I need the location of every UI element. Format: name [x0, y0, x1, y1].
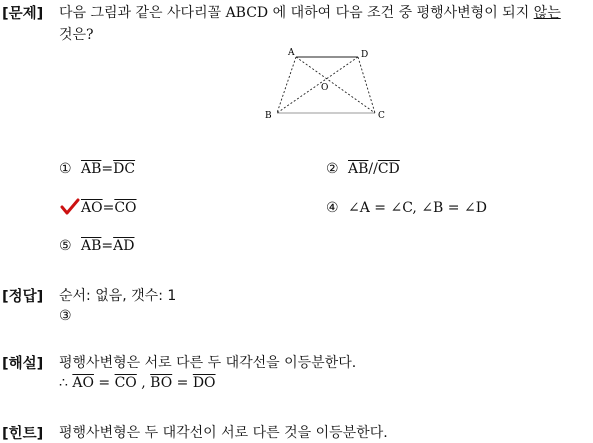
overlined-segment: $\overline{CO}$ [114, 375, 137, 391]
math-text: = [101, 238, 114, 254]
edge-ab [277, 57, 296, 113]
problem-tag: [문제] [2, 6, 44, 22]
diagonal-bd [277, 57, 358, 113]
overlined-segment: $\overline{AB}$ [348, 161, 369, 177]
overlined-segment: $\overline{DO}$ [192, 375, 216, 391]
label-c: C [378, 111, 385, 121]
option-4[interactable] [326, 200, 487, 216]
math-text: = [101, 161, 114, 177]
problem-text-underlined: 않는 [533, 5, 561, 21]
math-text: = [93, 375, 115, 391]
explanation-tag: [해설] [2, 356, 44, 372]
option-number: ④ [326, 200, 339, 216]
option-number: ② [326, 161, 339, 177]
diagonal-ac [296, 57, 375, 113]
option-number: ⑤ [59, 238, 72, 254]
overlined-segment: $\overline{BO}$ [150, 375, 173, 391]
answer-tag: [정답] [2, 289, 44, 305]
label-d: D [361, 50, 369, 60]
label-a: A [288, 48, 295, 58]
overlined-segment: $\overline{AO}$ [81, 200, 103, 216]
explanation-line2 [59, 375, 216, 391]
math-text: // [368, 161, 378, 177]
math-text: = [102, 200, 115, 216]
label-b: B [265, 111, 272, 121]
correct-checkmark-icon [60, 198, 80, 216]
option-1[interactable] [59, 161, 135, 177]
overlined-segment: $\overline{DC}$ [113, 161, 136, 177]
problem-text-line2: 것은? [59, 27, 94, 43]
overlined-segment: $\overline{AO}$ [72, 375, 94, 391]
overlined-segment: $\overline{AB}$ [81, 161, 102, 177]
answer-line2: ③ [59, 308, 72, 324]
explanation-line1: 평행사변형은 서로 다른 두 대각선을 이등분한다. [59, 355, 357, 371]
edge-dc [358, 57, 375, 113]
overlined-segment: $\overline{AB}$ [81, 238, 102, 254]
option-number: ① [59, 161, 72, 177]
math-text: = [172, 375, 193, 391]
option-2[interactable] [326, 161, 400, 177]
answer-line1: 순서: 없음, 갯수: 1 [59, 288, 177, 304]
overlined-segment: $\overline{CD}$ [377, 161, 400, 177]
problem-text-a: 다음 그림과 같은 사다리꼴 ABCD 에 대하여 다음 조건 중 평행사변형이 되지 [59, 5, 534, 21]
math-text: ∴ [59, 375, 73, 391]
overlined-segment: $\overline{AD}$ [113, 238, 135, 254]
option-5[interactable] [59, 238, 134, 254]
hint-tag: [힌트] [2, 426, 44, 442]
overlined-segment: $\overline{CO}$ [114, 200, 137, 216]
math-text: ∠A = ∠C, ∠B = ∠D [348, 200, 487, 216]
math-text: , [136, 375, 151, 391]
hint-line1: 평행사변형은 두 대각선이 서로 다른 것을 이등분한다. [59, 425, 388, 441]
label-o: O [321, 83, 329, 93]
